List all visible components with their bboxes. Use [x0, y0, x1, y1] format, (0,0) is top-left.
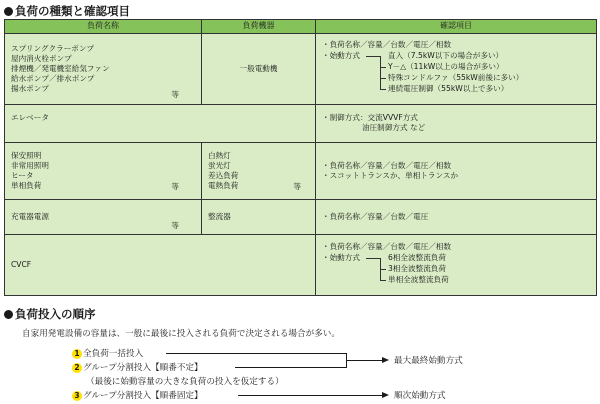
etc-label: 等 — [171, 90, 179, 99]
load-name-cell: 充電器電源 等 — [5, 200, 202, 235]
order-item-3: 3 グループ分割投入【順番固定】 — [72, 389, 203, 401]
bracket-line — [366, 258, 380, 259]
bullet-icon — [4, 310, 13, 319]
bracket-line — [380, 78, 386, 79]
header-load-device: 負荷機器 — [202, 20, 316, 34]
header-load-name: 負荷名称 — [5, 20, 202, 34]
table-row — [5, 105, 597, 143]
bracket-line — [366, 56, 380, 57]
load-name-cell — [5, 33, 202, 104]
check-items-cell: ・負荷名称／容量／台数／電圧／相数 ・始動方式 6相全波整流負荷 3相全波整流負荷 単相全波整流負荷 — [316, 235, 597, 296]
load-device-cell: 白熱灯 蛍光灯 差込負荷 電熱負荷 等 — [202, 142, 316, 200]
bracket-line — [380, 56, 381, 90]
check-items-cell: ・制御方式：交流VVVF方式 油圧制御方式 など — [316, 105, 597, 143]
load-name-lines: スプリングクラーポンプ 屋内消火栓ポンプ 排煙機／発電機室給気ファン 給水ポンプ／排水ポンプ 揚水ポンプ — [11, 43, 110, 93]
check-items-cell: ・負荷名称／容量／台数／電圧／相数 ・スコットトランスか、単相トランスか — [316, 142, 597, 200]
number-badge-icon: 3 — [72, 391, 82, 401]
connector-line — [166, 353, 346, 354]
load-device-cell: 整流器 — [202, 200, 316, 235]
table-row — [5, 235, 597, 296]
section-title-load-types: 負荷の種類と確認項目 — [4, 3, 130, 19]
bracket-line — [380, 89, 386, 90]
number-badge-icon: 2 — [72, 363, 82, 373]
arrow-line — [238, 395, 382, 396]
header-check-items: 確認項目 — [316, 20, 597, 34]
table-header-row — [5, 20, 597, 34]
etc-label: 等 — [293, 182, 301, 192]
check-items-cell: ・負荷名称／容量／台数／電圧 — [316, 200, 597, 235]
load-name-cell: CVCF — [5, 235, 316, 296]
result-max-final-start: 最大最終始動方式 — [394, 356, 463, 366]
arrow-line — [346, 360, 382, 361]
bracket-line — [380, 269, 386, 270]
table-row — [5, 33, 597, 104]
load-name-cell: 保安照明 非常用照明 ヒータ 単相負荷 等 — [5, 142, 202, 200]
etc-label: 等 — [171, 182, 179, 192]
check-items-cell: ・負荷名称／容量／台数／電圧／相数 ・始動方式 直入（7.5kW以下の場合が多い） Y－△（11kW以上の場合が多い） 特殊コンドルファ（55kW前後に多い） 連続電圧制御（55kW以上で多い） — [316, 33, 597, 104]
bracket-line — [380, 67, 386, 68]
order-item-2-note: （最後に始動容量の大きな負荷の投入を仮定する） — [86, 377, 284, 387]
order-item-1: 1 全負荷一括投入 — [72, 347, 143, 359]
load-name-cell: エレベータ — [5, 105, 316, 143]
arrow-head-icon — [382, 357, 389, 363]
result-sequential-start: 順次始動方式 — [394, 391, 446, 401]
table-row — [5, 200, 597, 235]
etc-label: 等 — [171, 221, 179, 231]
section-title-load-order: 負荷投入の順序 — [4, 306, 96, 322]
bracket-line — [380, 280, 386, 281]
load-device-cell: 一般電動機 — [202, 33, 316, 104]
connector-line — [235, 367, 346, 368]
table-row — [5, 142, 597, 200]
bullet-icon — [4, 7, 13, 16]
order-paragraph: 自家用発電設備の容量は、一般に最後に投入される負荷で決定される場合が多い。 — [22, 329, 340, 339]
order-item-2: 2 グループ分割投入【順番不定】 — [72, 361, 203, 373]
load-table — [4, 19, 597, 296]
arrow-head-icon — [382, 392, 389, 398]
number-badge-icon: 1 — [72, 349, 82, 359]
